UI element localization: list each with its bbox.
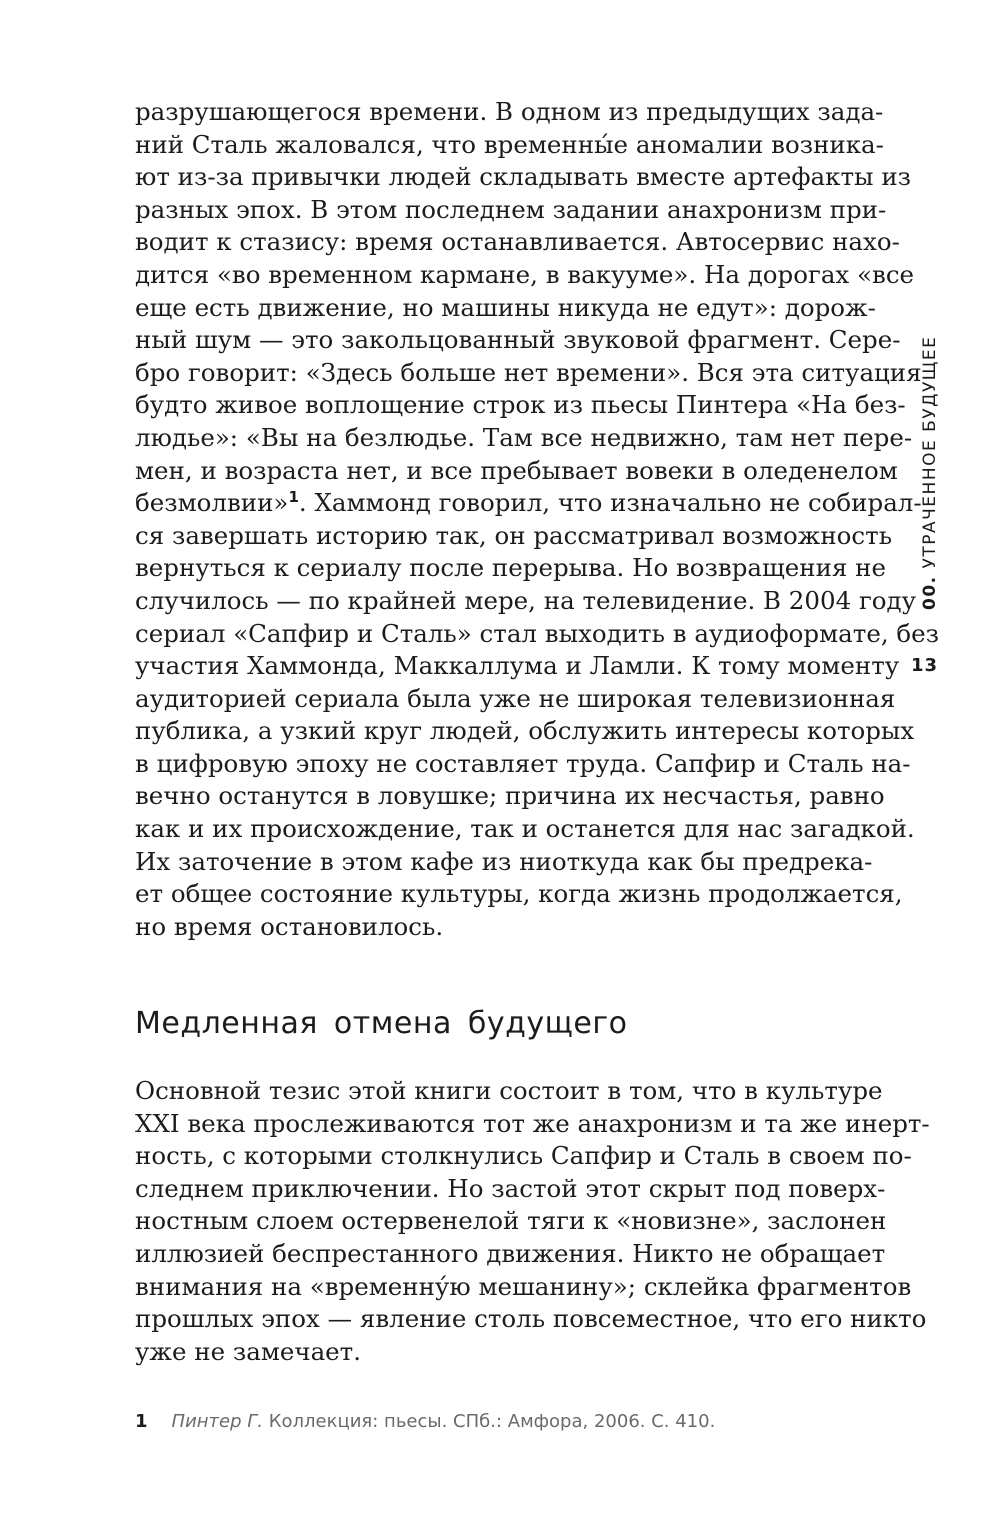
text-line: прошлых эпох — явление столь повсеместное, что его никто xyxy=(135,1304,927,1334)
text-fragment: . Хаммонд говорил, что изначально не собирал- xyxy=(298,488,922,518)
text-line: ный шум — это закольцованный звуковой фрагмент. Сере- xyxy=(135,325,901,355)
chapter-title: УТРАЧЕННОЕ БУДУЩЕЕ xyxy=(920,335,940,569)
footnote-text: Коллекция: пьесы. СПб.: Амфора, 2006. С. 410. xyxy=(268,1411,716,1432)
text-line: XXI века прослеживаются тот же анахронизм и та же инерт- xyxy=(135,1108,930,1138)
text-line: случилось — по крайней мере, на телевидение. В 2004 году xyxy=(135,585,917,615)
text-line: но время остановилось. xyxy=(135,911,444,941)
footnote xyxy=(135,1411,715,1432)
paragraph-2 xyxy=(135,1075,930,1368)
text-line: бро говорит: «Здесь больше нет времени». Вся эта ситуация xyxy=(135,357,922,387)
text-line: сериал «Сапфир и Сталь» стал выходить в аудиоформате, без xyxy=(135,618,940,648)
text-line: ность, с которыми столкнулись Сапфир и Сталь в своем по- xyxy=(135,1141,912,1171)
running-head xyxy=(916,335,946,610)
footnote-marker[interactable]: 1 xyxy=(288,487,299,506)
text-line: публика, а узкий круг людей, обслужить интересы которых xyxy=(135,716,915,746)
text-line: вернуться к сериалу после перерыва. Но возвращения не xyxy=(135,553,887,583)
text-line: внимания на «временну́ю мешанину»; склейка фрагментов xyxy=(135,1271,912,1301)
text-fragment: безмолвии» xyxy=(135,488,289,518)
text-line: следнем приключении. Но застой этот скрыт под поверх- xyxy=(135,1173,886,1203)
text-line: ся завершать историю так, он рассматривал возможность xyxy=(135,520,893,550)
text-line: вечно останутся в ловушке; причина их несчастья, равно xyxy=(135,781,885,811)
text-line: ностным слоем остервенелой тяги к «новизне», заслонен xyxy=(135,1206,887,1236)
page-number: 13 xyxy=(911,655,939,676)
text-line: ний Сталь жаловался, что временны́е аномалии возника- xyxy=(135,129,884,159)
text-line: участия Хаммонда, Маккаллума и Ламли. К тому моменту xyxy=(135,651,900,681)
text-line: в цифровую эпоху не составляет труда. Сапфир и Сталь на- xyxy=(135,748,911,778)
footnote-number: 1 xyxy=(135,1411,148,1432)
text-line: ют из-за привычки людей складывать вместе артефакты из xyxy=(135,162,912,192)
section-heading: Медленная отмена будущего xyxy=(135,1006,628,1041)
text-line: ет общее состояние культуры, когда жизнь продолжается, xyxy=(135,879,903,909)
text-line-with-footnote xyxy=(135,487,922,520)
text-line: как и их происхождение, так и останется для нас загадкой. xyxy=(135,814,915,844)
text-line: Основной тезис этой книги состоит в том, что в культуре xyxy=(135,1076,883,1105)
text-line: еще есть движение, но машины никуда не едут»: дорож- xyxy=(135,292,876,322)
text-line: иллюзией беспрестанного движения. Никто не обращает xyxy=(135,1238,886,1268)
chapter-number: 00. xyxy=(920,575,940,610)
text-line: водит к стазису: время останавливается. Автосервис нахо- xyxy=(135,227,900,257)
text-line: разрушающегося времени. В одном из предыдущих зада- xyxy=(135,97,884,126)
footnote-author: Пинтер Г. xyxy=(171,1411,263,1432)
text-line: мен, и возраста нет, и все пребывает вовеки в оледенелом xyxy=(135,455,898,485)
text-line: дится «во временном кармане, в вакууме». На дорогах «все xyxy=(135,259,915,289)
text-line: разных эпох. В этом последнем задании анахронизм при- xyxy=(135,194,887,224)
text-line: Их заточение в этом кафе из ниоткуда как бы предрека- xyxy=(135,846,873,876)
text-line: будто живое воплощение строк из пьесы Пинтера «На без- xyxy=(135,390,906,420)
running-head-label xyxy=(920,336,940,610)
text-line: аудиторией сериала была уже не широкая телевизионная xyxy=(135,683,896,713)
text-line: уже не замечает. xyxy=(135,1336,362,1366)
text-line: людье»: «Вы на безлюдье. Там все недвижно, там нет пере- xyxy=(135,422,913,452)
